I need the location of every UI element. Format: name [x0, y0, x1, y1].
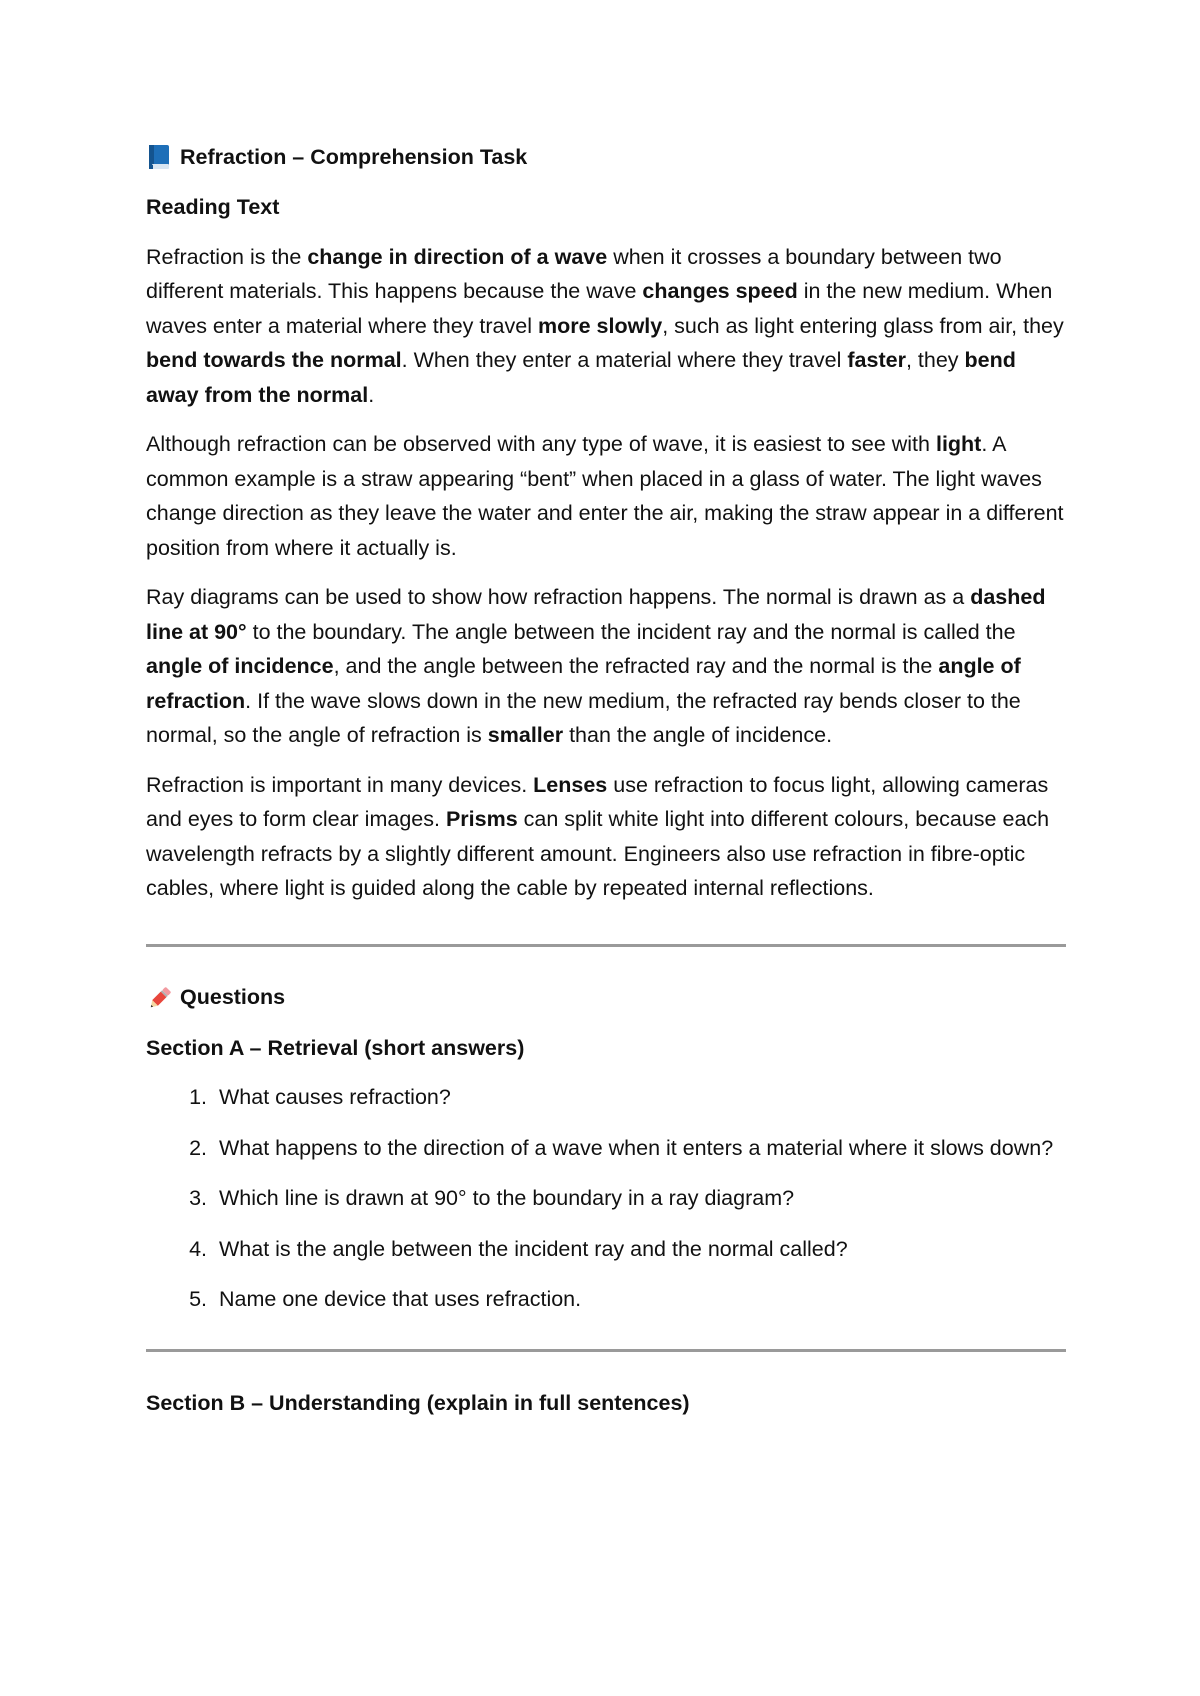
bold-term: faster — [847, 348, 906, 372]
reading-paragraph-3 — [146, 580, 1066, 753]
title-row — [146, 140, 1066, 174]
reading-paragraph-2 — [146, 427, 1066, 565]
text-run: can split white light into different colours, because each wavelength refracts by a slightly different amount. Engineers also use refraction in fibre-optic cables, where light is guided along the cable by repeated internal reflections. — [146, 807, 1050, 900]
question-number: 2. — [189, 1135, 207, 1160]
question-text: Which line is drawn at 90° to the boundary in a ray diagram? — [219, 1186, 795, 1210]
reading-paragraph-1 — [146, 240, 1066, 413]
document-page — [146, 140, 1066, 1435]
text-run: Ray diagrams can be used to show how refraction happens. The normal is drawn as a — [146, 585, 971, 609]
text-run: , and the angle between the refracted ray and the normal is the — [333, 654, 939, 678]
text-run: . — [368, 382, 375, 407]
questions-title-row — [146, 981, 1066, 1015]
bold-term: more slowly — [537, 313, 663, 338]
question-text: What happens to the direction of a wave when it enters a material where it slows down? — [219, 1135, 1054, 1160]
question-item — [146, 1232, 1066, 1267]
text-run: use refraction to focus light, allowing cameras and eyes to form clear images. — [146, 772, 1049, 831]
text-run: . When they enter a material where they travel — [401, 348, 848, 372]
text-run: , such as light entering glass from air, they — [662, 313, 1064, 338]
section-divider — [146, 944, 1066, 947]
bold-term: bend towards the normal — [146, 348, 402, 372]
bold-term: changes speed — [642, 279, 798, 303]
bold-term: Lenses — [533, 772, 608, 797]
text-run: , they — [905, 348, 965, 372]
reading-text-heading: Reading Text — [146, 195, 280, 219]
section-a-heading: Section A – Retrieval (short answers) — [146, 1035, 525, 1060]
question-text: Name one device that uses refraction. — [219, 1287, 582, 1311]
bold-term: angle of incidence — [146, 654, 334, 678]
text-run: than the angle of incidence. — [563, 723, 833, 747]
book-icon — [146, 143, 180, 171]
bold-term: angle of refraction — [146, 654, 1021, 713]
text-run: Refraction is important in many devices. — [146, 772, 534, 797]
bold-term: smaller — [487, 723, 564, 747]
question-number: 5. — [189, 1287, 207, 1311]
question-item — [146, 1282, 1066, 1317]
text-run: in the new medium. When waves enter a material where they travel — [146, 279, 1053, 338]
question-text: What is the angle between the incident ray and the normal called? — [219, 1236, 848, 1261]
section-divider — [146, 1349, 1066, 1352]
section-b-heading: Section B – Understanding (explain in full sentences) — [146, 1390, 690, 1415]
question-number: 1. — [189, 1085, 207, 1109]
text-run: when it crosses a boundary between two different materials. This happens because the wave — [146, 244, 1002, 303]
question-item — [146, 1131, 1066, 1166]
text-run: . If the wave slows down in the new medium, the refracted ray bends closer to the normal, so the angle of refraction is — [146, 688, 1021, 747]
questions-heading: Questions — [180, 985, 286, 1010]
bold-term: light — [935, 432, 982, 456]
reading-paragraph-4 — [146, 768, 1066, 906]
text-run: . A common example is a straw appearing “bent” when placed in a glass of water. The light waves change direction as they leave the water and enter the air, making the straw appear in a different position from where it actually is. — [146, 432, 1064, 560]
question-text: What causes refraction? — [219, 1085, 451, 1109]
question-item — [146, 1181, 1066, 1216]
question-number: 3. — [189, 1186, 207, 1210]
pencil-icon — [146, 984, 180, 1012]
section-a-question-list — [146, 1080, 1066, 1317]
question-item — [146, 1080, 1066, 1115]
bold-term: change in direction of a wave — [307, 244, 608, 269]
page-title: Refraction – Comprehension Task — [180, 144, 528, 169]
bold-term: dashed line at 90° — [146, 585, 1046, 644]
bold-term: Prisms — [445, 807, 518, 831]
question-number: 4. — [189, 1236, 207, 1261]
text-run: Refraction is the — [146, 244, 308, 269]
bold-term: bend away from the normal — [146, 348, 1016, 407]
text-run: to the boundary. The angle between the incident ray and the normal is called the — [246, 619, 1016, 644]
text-run: Although refraction can be observed with any type of wave, it is easiest to see with — [146, 432, 936, 456]
